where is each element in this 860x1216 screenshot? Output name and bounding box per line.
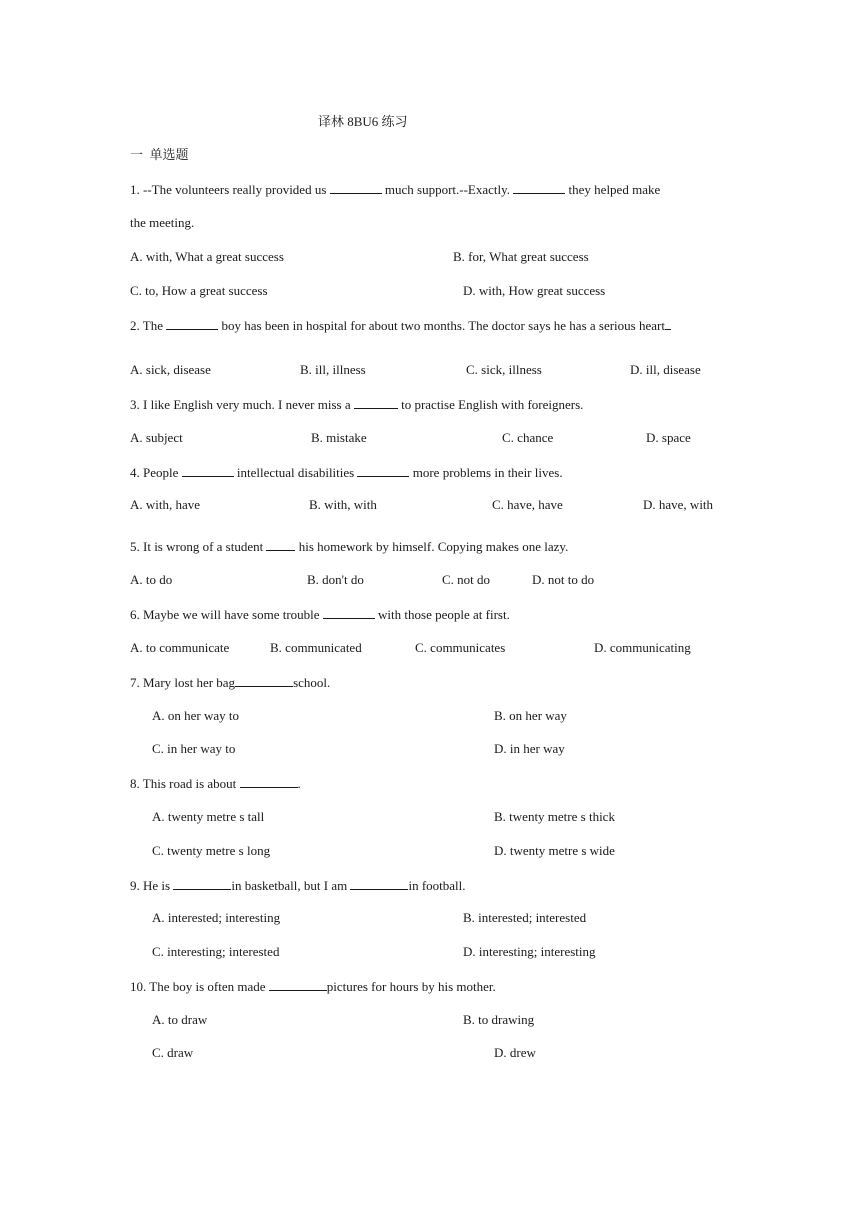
answer-blank[interactable]: [266, 538, 295, 551]
question-1-option-b[interactable]: B. for, What great success: [453, 249, 589, 264]
answer-blank[interactable]: [269, 978, 327, 991]
question-4-option-b[interactable]: B. with, with: [309, 497, 377, 512]
question-6-option-a[interactable]: A. to communicate: [130, 640, 230, 655]
answer-blank[interactable]: [357, 464, 409, 477]
question-1-stem-continued: the meeting.: [130, 215, 195, 230]
question-1-option-c[interactable]: C. to, How a great success: [130, 283, 268, 298]
question-4-option-c[interactable]: C. have, have: [492, 497, 563, 512]
question-7-option-d[interactable]: D. in her way: [494, 741, 565, 756]
question-10-option-c[interactable]: C. draw: [152, 1045, 194, 1060]
question-10-option-a[interactable]: A. to draw: [152, 1012, 208, 1027]
answer-blank[interactable]: [350, 877, 408, 890]
question-9-option-a[interactable]: A. interested; interesting: [152, 910, 281, 925]
answer-blank[interactable]: [173, 877, 231, 890]
answer-blank[interactable]: [182, 464, 234, 477]
question-7-option-b[interactable]: B. on her way: [494, 708, 567, 723]
answer-blank[interactable]: [513, 181, 565, 194]
question-8-option-b[interactable]: B. twenty metre s thick: [494, 809, 615, 824]
question-3-option-c[interactable]: C. chance: [502, 430, 554, 445]
question-8-option-d[interactable]: D. twenty metre s wide: [494, 843, 615, 858]
question-7-option-c[interactable]: C. in her way to: [152, 741, 236, 756]
question-2-option-d[interactable]: D. ill, disease: [630, 362, 701, 377]
question-8-option-a[interactable]: A. twenty metre s tall: [152, 809, 265, 824]
question-6-option-d[interactable]: D. communicating: [594, 640, 691, 655]
answer-blank[interactable]: [323, 606, 375, 619]
question-6-option-c[interactable]: C. communicates: [415, 640, 506, 655]
question-1-stem: 1. --The volunteers really provided us much support.--Exactly. they helped make: [130, 182, 661, 197]
answer-blank[interactable]: [240, 775, 298, 788]
question-7-option-a[interactable]: A. on her way to: [152, 708, 240, 723]
question-9-option-b[interactable]: B. interested; interested: [463, 910, 587, 925]
question-4-stem: 4. People intellectual disabilities more problems in their lives.: [130, 465, 563, 480]
question-4-option-d[interactable]: D. have, with: [643, 497, 714, 512]
question-9-option-c[interactable]: C. interesting; interested: [152, 944, 280, 959]
question-3-option-b[interactable]: B. mistake: [311, 430, 367, 445]
question-10-stem: 10. The boy is often made pictures for hours by his mother.: [130, 979, 496, 994]
question-1-option-a[interactable]: A. with, What a great success: [130, 249, 284, 264]
question-1-option-d[interactable]: D. with, How great success: [463, 283, 606, 298]
answer-blank[interactable]: [330, 181, 382, 194]
question-5-option-d[interactable]: D. not to do: [532, 572, 595, 587]
question-6-stem: 6. Maybe we will have some trouble with those people at first.: [130, 607, 510, 622]
page-title: 译林 8BU6 练习: [318, 114, 408, 129]
question-5-stem: 5. It is wrong of a student his homework by himself. Copying makes one lazy.: [130, 539, 569, 554]
question-7-stem: 7. Mary lost her bag school.: [130, 675, 331, 690]
question-10-option-d[interactable]: D. drew: [494, 1045, 536, 1060]
answer-blank[interactable]: [166, 317, 218, 330]
question-2-stem: 2. The boy has been in hospital for about two months. The doctor says he has a serious heart: [130, 317, 671, 334]
answer-blank[interactable]: [235, 674, 293, 687]
question-9-stem: 9. He is in basketball, but I am in football.: [130, 878, 466, 893]
question-10-option-b[interactable]: B. to drawing: [463, 1012, 535, 1027]
answer-blank[interactable]: [665, 317, 671, 330]
question-2-option-c[interactable]: C. sick, illness: [466, 362, 542, 377]
question-3-option-a[interactable]: A. subject: [130, 430, 183, 445]
question-5-option-c[interactable]: C. not do: [442, 572, 491, 587]
section-heading: 一 单选题: [130, 147, 189, 162]
question-5-option-b[interactable]: B. don't do: [307, 572, 364, 587]
question-2-option-b[interactable]: B. ill, illness: [300, 362, 366, 377]
question-9-option-d[interactable]: D. interesting; interesting: [463, 944, 596, 959]
question-5-option-a[interactable]: A. to do: [130, 572, 173, 587]
question-6-option-b[interactable]: B. communicated: [270, 640, 362, 655]
question-3-stem: 3. I like English very much. I never miss a to practise English with foreigners.: [130, 397, 584, 412]
question-8-option-c[interactable]: C. twenty metre s long: [152, 843, 271, 858]
question-4-option-a[interactable]: A. with, have: [130, 497, 201, 512]
answer-blank[interactable]: [354, 396, 398, 409]
question-2-option-a[interactable]: A. sick, disease: [130, 362, 211, 377]
question-3-option-d[interactable]: D. space: [646, 430, 691, 445]
question-8-stem: 8. This road is about .: [130, 776, 301, 791]
